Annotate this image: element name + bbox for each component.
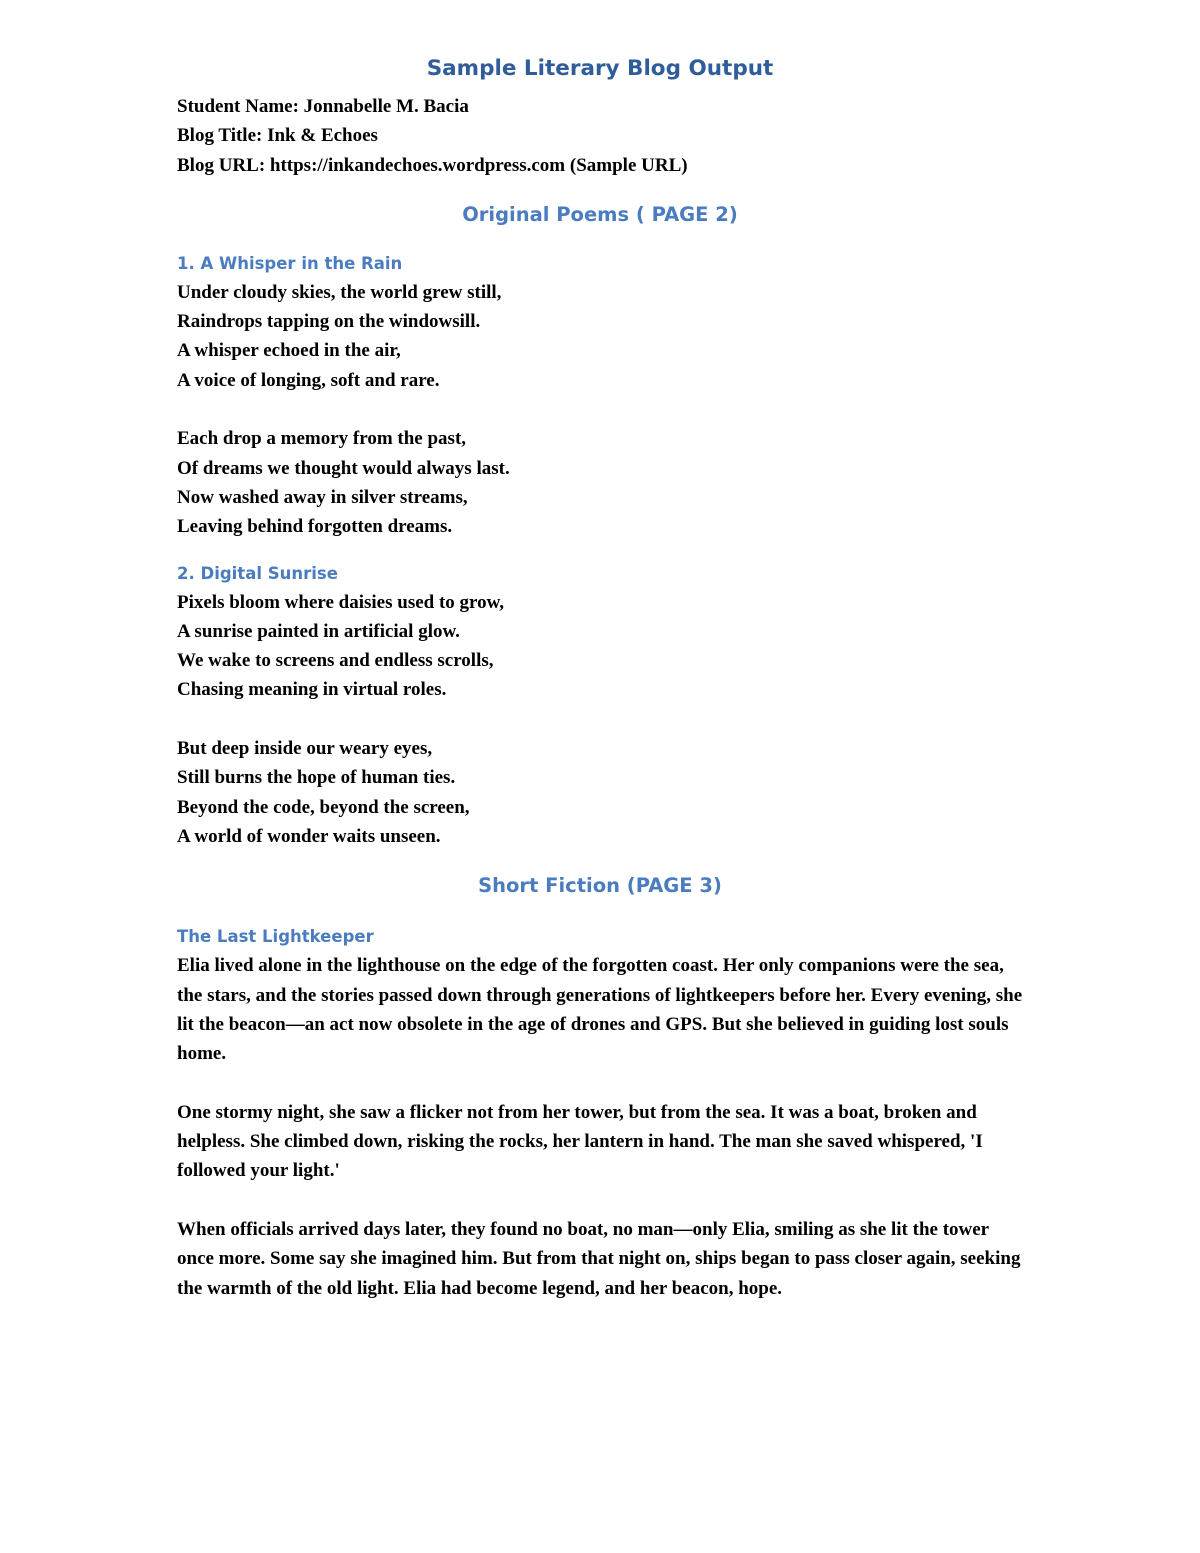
- document-page: [177, 52, 1037, 1303]
- poem2-stanza1: [177, 588, 1037, 705]
- poem-line: A world of wonder waits unseen.: [177, 825, 441, 847]
- poem-line: Of dreams we thought would always last.: [177, 457, 510, 479]
- poem-line: Under cloudy skies, the world grew still,: [177, 281, 502, 303]
- poem-line: Each drop a memory from the past,: [177, 428, 467, 450]
- poems-section-heading: Original Poems ( PAGE 2): [462, 202, 738, 226]
- story-paragraph: One stormy night, she saw a flicker not from her tower, but from the sea. It was a boat, broken and helpless. She climbed down, risking the rocks, her lantern in hand. The man she saved whispered, 'I followed your light.': [177, 1101, 983, 1182]
- poem-line: Beyond the code, beyond the screen,: [177, 796, 470, 818]
- poem-line: Raindrops tapping on the windowsill.: [177, 311, 481, 333]
- poem-line: Now washed away in silver streams,: [177, 486, 468, 508]
- poem1-stanza2: [177, 424, 1037, 541]
- document-title: Sample Literary Blog Output: [426, 56, 774, 81]
- poem-line: A voice of longing, soft and rare.: [177, 369, 440, 391]
- poem-line: Chasing meaning in virtual roles.: [177, 679, 447, 701]
- blog-meta: [177, 92, 1037, 180]
- poem-line: Leaving behind forgotten dreams.: [177, 516, 453, 538]
- story-paragraph: When officials arrived days later, they found no boat, no man—only Elia, smiling as she lit the tower once more. Some say she imagined him. But from that night on, ships began to pass closer again, seeking the warmth of the old light. Elia had become legend, and her beacon, hope.: [177, 1218, 1021, 1299]
- poem-line: But deep inside our weary eyes,: [177, 738, 433, 760]
- poem-line: Pixels bloom where daisies used to grow,: [177, 591, 505, 613]
- fiction-section-heading: Short Fiction (PAGE 3): [478, 874, 722, 898]
- poem1-title: 1. A Whisper in the Rain: [177, 253, 403, 273]
- poem-line: We wake to screens and endless scrolls,: [177, 650, 494, 672]
- poem2-title: 2. Digital Sunrise: [177, 563, 338, 583]
- story-paragraph: Elia lived alone in the lighthouse on the edge of the forgotten coast. Her only companions were the sea, the stars, and the stories passed down through generations of lightkeepers before her. Every evening, she lit the beacon—an act now obsolete in the age of drones and GPS. But she believed in guiding lost souls home.: [177, 955, 1023, 1065]
- poem-line: Still burns the hope of human ties.: [177, 767, 456, 789]
- poem2-stanza2: [177, 734, 1037, 851]
- story-title: The Last Lightkeeper: [177, 927, 374, 947]
- poem-line: A whisper echoed in the air,: [177, 340, 401, 362]
- poem1-stanza1: [177, 278, 1037, 395]
- blog-title: Blog Title: Ink & Echoes: [177, 125, 378, 147]
- poem-line: A sunrise painted in artificial glow.: [177, 620, 460, 642]
- blog-url: Blog URL: https://inkandechoes.wordpress.com (Sample URL): [177, 154, 688, 176]
- student-name: Student Name: Jonnabelle M. Bacia: [177, 96, 469, 117]
